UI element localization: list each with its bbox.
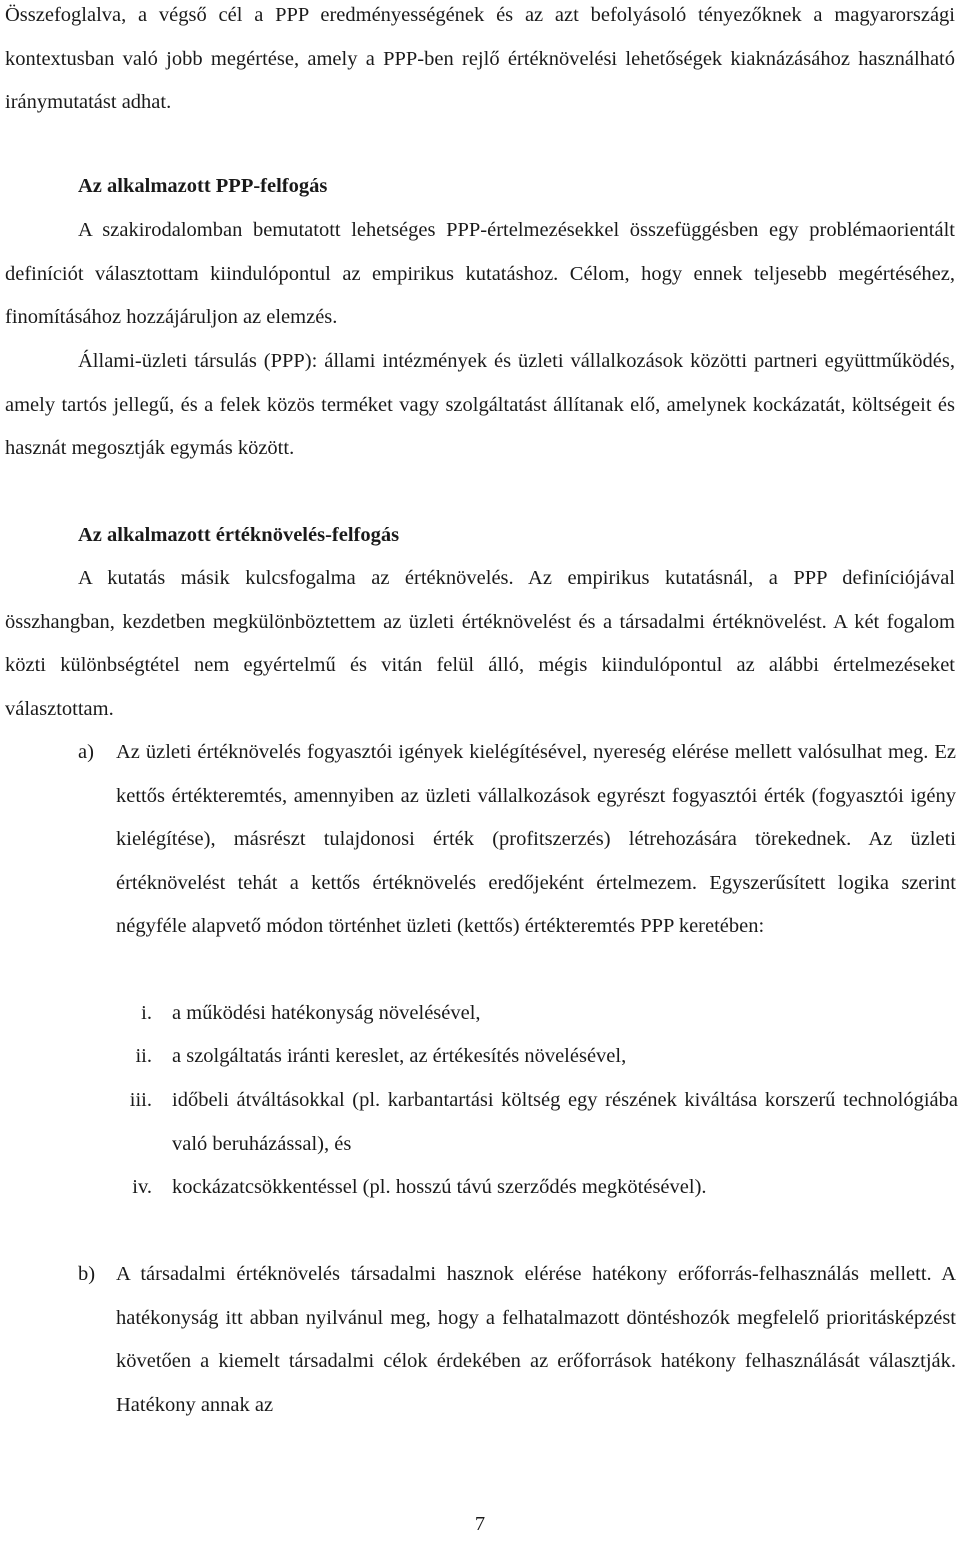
sub-list-text: a működési hatékonyság növelésével, <box>172 1002 481 1024</box>
sub-list-text: kockázatcsökkentéssel (pl. hosszú távú szerződés megkötésével). <box>172 1176 707 1198</box>
list-item-text: Az üzleti értéknövelés fogyasztói igények kielégítésével, nyereség elérése mellett valósulhat meg. Ez kettős értékteremtés, amennyiben az üzleti vállalkozások egyrészt fogyasztói érték (fogyasztói igény kielégítése), másrészt tulajdonosi érték (profitszerzés) létrehozására törekednek. Az üzleti értéknövelést tehát a kettős értéknövelés eredőjeként értelmezem. Egyszerűsített logika szerint négyféle alapvető módon történhet üzleti (kettős) értékteremtés PPP keretében: <box>116 741 956 937</box>
sub-list-text: a szolgáltatás iránti kereslet, az értékesítés növelésével, <box>172 1045 627 1067</box>
list-item-text: A társadalmi értéknövelés társadalmi hasznok elérése hatékony erőforrás-felhasználás mellett. A hatékonyság itt abban nyilvánul meg, hogy a felhatalmazott döntéshozók megfelelő prioritásképzést követően a kiemelt társadalmi célok érdekében az erőforrások hatékony felhasználását választják. Hatékony annak az <box>116 1263 956 1416</box>
sub-list-marker: iii. <box>129 1089 152 1111</box>
section-heading-value: Az alkalmazott értéknövelés-felfogás <box>78 524 400 546</box>
sub-list-text: időbeli átváltásokkal (pl. karbantartási költség egy részének kiváltása korszerű technológiába való beruházással), és <box>172 1089 958 1155</box>
ppp-definition-statement: Állami-üzleti társulás (PPP): állami intézmények és üzleti vállalkozások közötti partneri együttműködés, amely tartós jellegű, és a felek közös terméket vagy szolgáltatást állítanak elő, amelynek kockázatát, költségeit és hasznát megosztják egymás között. <box>5 350 955 459</box>
value-creation-paragraph: A kutatás másik kulcsfogalma az értéknövelés. Az empirikus kutatásnál, a PPP definíciójával összhangban, kezdetben megkülönböztettem az üzleti értéknövelést és a társadalmi értéknövelést. A két fogalom közti különbségtétel nem egyértelmű és vitán felül álló, mégis kiindulópontul az alábbi értelmezéseket választottam. <box>5 567 955 720</box>
sub-list-marker: iv. <box>132 1176 152 1198</box>
intro-paragraph: Összefoglalva, a végső cél a PPP eredményességének és az azt befolyásoló tényezőknek a magyarországi kontextusban való jobb megértése, amely a PPP-ben rejlő értéknövelési lehetőségek kiaknázásához használható iránymutatást adhat. <box>5 4 955 113</box>
page-number: 7 <box>474 1513 486 1535</box>
ppp-definition-paragraph: A szakirodalomban bemutatott lehetséges PPP-értelmezésekkel összefüggésben egy problémaorientált definíciót választottam kiindulópontul az empirikus kutatáshoz. Célom, hogy ennek teljesebb megértéséhez, finomításához hozzájáruljon az elemzés. <box>5 219 955 328</box>
list-marker: b) <box>78 1263 96 1285</box>
sub-list-marker: ii. <box>135 1045 152 1067</box>
list-marker: a) <box>78 741 94 763</box>
section-heading-ppp: Az alkalmazott PPP-felfogás <box>78 175 328 197</box>
sub-list-marker: i. <box>141 1002 152 1024</box>
